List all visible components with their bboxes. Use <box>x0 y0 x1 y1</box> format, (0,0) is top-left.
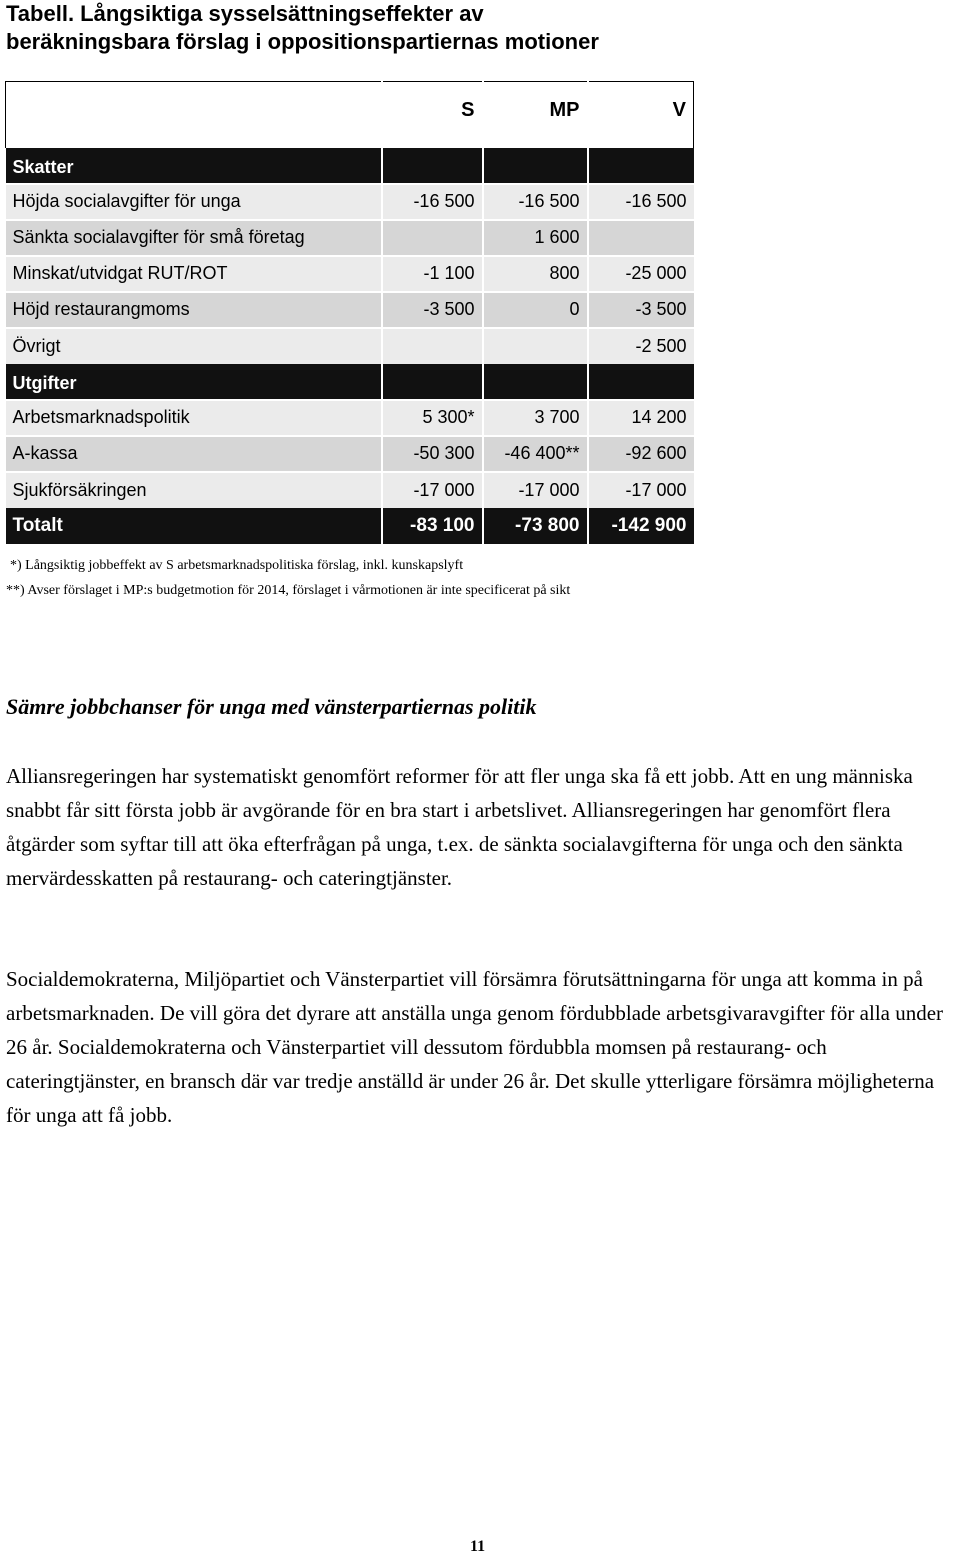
table-title-line1: Tabell. Långsiktiga sysselsättningseffekter av <box>6 1 484 26</box>
row-label: Övrigt <box>6 328 382 364</box>
cell-mp: -46 400** <box>483 436 588 472</box>
cell-v <box>588 220 694 256</box>
table-row <box>6 400 694 436</box>
footnote-1: *) Långsiktig jobbeffekt av S arbetsmarknadspolitiska förslag, inkl. kunskapslyft <box>10 558 464 573</box>
employment-effects-table <box>5 81 694 544</box>
total-label: Totalt <box>6 508 382 544</box>
row-label: Arbetsmarknadspolitik <box>6 400 382 436</box>
paragraph-1: Alliansregeringen har systematiskt genomfört reformer för att fler unga ska få ett jobb. Att en ung människa snabbt får sitt första jobb är avgörande för en bra start i arbetslivet. Alliansregeringen har genomfört flera åtgärder som syftar till att öka efterfrågan på unga, t.ex. de sänkta socialavgifterna för unga och den sänkta mervärdesskatten på restaurang- och cateringtjänster. <box>6 764 913 890</box>
table-row <box>6 256 694 292</box>
cell-mp: 3 700 <box>483 400 588 436</box>
total-v: -142 900 <box>588 508 694 544</box>
total-s: -83 100 <box>382 508 483 544</box>
row-label: Sänkta socialavgifter för små företag <box>6 220 382 256</box>
table-header-row <box>6 82 694 126</box>
column-header-s: S <box>382 82 483 126</box>
table-row <box>6 292 694 328</box>
column-header-mp: MP <box>483 82 588 126</box>
section-label: Utgifter <box>6 364 382 400</box>
cell-mp <box>483 328 588 364</box>
cell-v: -2 500 <box>588 328 694 364</box>
header-blank-cell <box>6 82 382 126</box>
table-row <box>6 436 694 472</box>
table-title-line2: beräkningsbara förslag i oppositionspartiernas motioner <box>6 29 599 54</box>
cell-s <box>382 328 483 364</box>
section-heading: Sämre jobbchanser för unga med vänsterpartiernas politik <box>6 694 537 719</box>
total-row <box>6 508 694 544</box>
section-row-utgifter <box>6 364 694 400</box>
cell-mp: 0 <box>483 292 588 328</box>
row-label: Höjd restaurangmoms <box>6 292 382 328</box>
cell-v: -3 500 <box>588 292 694 328</box>
cell-s: -1 100 <box>382 256 483 292</box>
cell-s: -50 300 <box>382 436 483 472</box>
cell-mp: -16 500 <box>483 184 588 220</box>
paragraph-2: Socialdemokraterna, Miljöpartiet och Vänsterpartiet vill försämra förutsättningarna för unga att komma in på arbetsmarknaden. De vill göra det dyrare att anställa unga genom fördubblade arbetsgivaravgifter för alla under 26 år. Socialdemokraterna och Vänsterpartiet vill dessutom fördubbla momsen på restaurang- och cateringtjänster, en bransch där var tredje anställd är under 26 år. Det skulle ytterligare försämra möjligheterna för unga att få jobb. <box>6 967 944 1127</box>
footnote-2: **) Avser förslaget i MP:s budgetmotion för 2014, förslaget i vårmotionen är inte specificerat på sikt <box>6 583 571 598</box>
row-label: Sjukförsäkringen <box>6 472 382 508</box>
cell-s: -17 000 <box>382 472 483 508</box>
table-row <box>6 472 694 508</box>
section-row-skatter <box>6 148 694 184</box>
table-header-gap <box>6 126 694 148</box>
table-title <box>6 0 599 56</box>
section-label: Skatter <box>6 148 382 184</box>
table-row <box>6 184 694 220</box>
cell-v: -25 000 <box>588 256 694 292</box>
cell-s <box>382 220 483 256</box>
cell-s: -16 500 <box>382 184 483 220</box>
page-number: 11 <box>470 1538 486 1555</box>
table-row <box>6 220 694 256</box>
cell-mp: -17 000 <box>483 472 588 508</box>
column-header-v: V <box>588 82 694 126</box>
cell-s: 5 300* <box>382 400 483 436</box>
cell-v: -16 500 <box>588 184 694 220</box>
cell-mp: 1 600 <box>483 220 588 256</box>
cell-v: 14 200 <box>588 400 694 436</box>
cell-v: -17 000 <box>588 472 694 508</box>
cell-mp: 800 <box>483 256 588 292</box>
cell-v: -92 600 <box>588 436 694 472</box>
row-label: A-kassa <box>6 436 382 472</box>
row-label: Höjda socialavgifter för unga <box>6 184 382 220</box>
total-mp: -73 800 <box>483 508 588 544</box>
row-label: Minskat/utvidgat RUT/ROT <box>6 256 382 292</box>
cell-s: -3 500 <box>382 292 483 328</box>
table-row <box>6 328 694 364</box>
